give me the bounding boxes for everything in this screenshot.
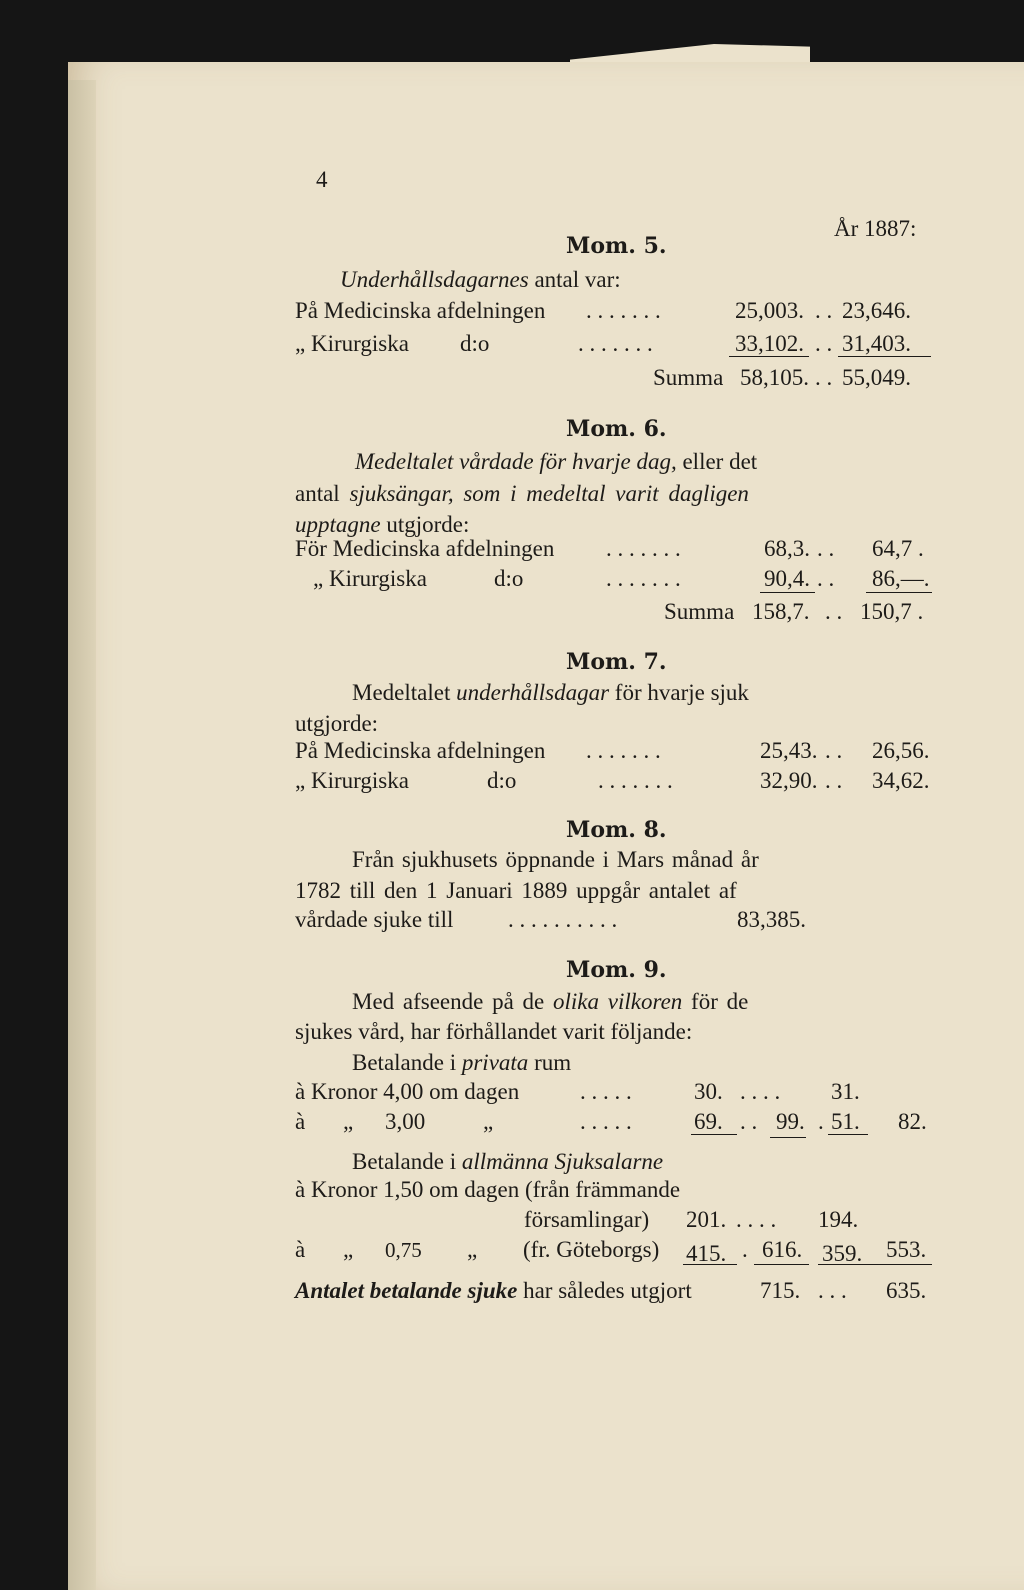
mom5-row2-label: „ Kirurgiska [295, 331, 409, 356]
mom5-intro-rest: antal var: [534, 267, 621, 292]
mom5-sum-label: Summa [653, 365, 724, 390]
mom7-line1-rest: för hvarje sjuk [614, 680, 749, 705]
mom9-a2-a: 415. [686, 1241, 727, 1266]
mom7-row2-dots: . . . . . . . [598, 768, 673, 793]
mom5-row2-dots: . . . . . . . [578, 331, 653, 356]
mom6-line2 [295, 480, 749, 508]
mom7-row2-label: „ Kirurgiska [295, 768, 409, 793]
mom7-line2: utgjorde: [295, 711, 379, 736]
mom9-p-rule2 [828, 1134, 868, 1135]
mom9-final-italic: Antalet betalande sjuke [295, 1278, 518, 1303]
year-heading: År 1887: [834, 216, 917, 241]
mom7-line1-italic: underhållsdagar [456, 680, 610, 705]
mom9-p1-b: 31. [831, 1079, 860, 1104]
mom9-a1-label: församlingar) [524, 1207, 650, 1232]
mom5-row2-value1: 33,102. [735, 331, 804, 356]
mom8-line1: Från sjukhusets öppnande i Mars månad år [352, 847, 759, 872]
mom6-row2-value1: 90,4. [764, 566, 810, 591]
mom9-a2-sep1: . [742, 1237, 748, 1262]
mom9-p2-sep2: . [818, 1109, 824, 1134]
mom9-line4-start: Betalande i [352, 1149, 457, 1174]
mom6-row1-value1: 68,3. [764, 536, 810, 561]
mom9-a1-a: 201. [686, 1207, 727, 1232]
mom5-sum-sep: . . [815, 365, 833, 390]
mom9-p2-ditto2: „ [483, 1109, 494, 1134]
mom5-row1-value1: 25,003. [735, 298, 804, 323]
mom6-line2-start: antal [295, 481, 340, 506]
mom9-heading: Mom. 9. [566, 957, 667, 983]
mom8-line2: 1782 till den 1 Januari 1889 uppgår antalet af [295, 878, 737, 903]
mom5-rule2 [838, 356, 931, 357]
mom9-a2-total1: 616. [762, 1237, 803, 1262]
mom9-a2-b: 359. [822, 1241, 863, 1266]
mom9-line4 [352, 1148, 663, 1176]
mom6-sum-value2: 150,7 . [860, 599, 924, 624]
mom5-heading: Mom. 5. [566, 233, 667, 259]
mom9-p2-sep1: . . [740, 1109, 758, 1134]
page-number: 4 [316, 167, 328, 192]
mom9-p2-total1: 99. [776, 1109, 805, 1134]
mom6-row2-value2: 86,—. [872, 566, 930, 591]
mom6-heading: Mom. 6. [566, 416, 667, 442]
mom9-line1-start: Med afseende på de [352, 989, 545, 1014]
mom9-a-rule2 [754, 1264, 809, 1265]
mom7-row2-value1: 32,90. [760, 768, 818, 793]
mom6-line1-rest: eller det [682, 449, 758, 474]
mom6-row2-dots: . . . . . . . [606, 566, 681, 591]
mom5-intro [340, 266, 621, 294]
mom9-p2-sym: à [295, 1109, 306, 1134]
page-binding-edge [68, 80, 96, 1590]
mom9-line1 [352, 988, 748, 1016]
mom9-p2-ditto1: „ [343, 1109, 354, 1134]
mom9-p2-b: 51. [831, 1109, 860, 1134]
mom9-line3-start: Betalande i [352, 1050, 457, 1075]
mom9-a1-line1: à Kronor 1,50 om dagen (från främmande [295, 1177, 681, 1202]
mom5-row1-label: På Medicinska afdelningen [295, 298, 546, 323]
mom7-line1 [352, 679, 749, 707]
mom9-final-rest: har således utgjort [523, 1278, 692, 1303]
mom8-line3-dots: . . . . . . . . . . [508, 907, 618, 932]
mom9-a2-ditto2: „ [467, 1237, 478, 1262]
mom6-sum-label: Summa [664, 599, 735, 624]
mom6-line1 [355, 448, 757, 476]
mom6-rule2 [866, 592, 932, 593]
mom9-line1-rest: för de [691, 989, 749, 1014]
mom7-row1-dots: . . . . . . . [586, 738, 661, 763]
mom7-row1-value1: 25,43. [760, 738, 818, 763]
mom6-row2-label: „ Kirurgiska [313, 566, 427, 591]
mom9-final-value2: 635. [886, 1278, 927, 1303]
mom9-p2-dots: . . . . . [580, 1109, 632, 1134]
mom5-sum-value2: 55,049. [842, 365, 911, 390]
mom9-final-sep: . . . [818, 1278, 847, 1303]
mom9-p2-total2: 82. [898, 1109, 927, 1134]
mom9-p2-price: 3,00 [385, 1109, 426, 1134]
mom9-a1-sep: . . . . [736, 1207, 777, 1232]
mom6-row2-do: d:o [494, 566, 524, 591]
mom9-a1-b: 194. [818, 1207, 859, 1232]
mom6-line3-rest: utgjorde: [386, 512, 470, 537]
mom8-line3-text: vårdade sjuke till [295, 907, 454, 932]
mom5-row2-sep: . . [815, 331, 833, 356]
mom6-line3-italic: upptagne [295, 512, 381, 537]
mom9-p1-a: 30. [694, 1079, 723, 1104]
mom8-line3-value: 83,385. [737, 907, 806, 932]
mom7-heading: Mom. 7. [566, 649, 667, 675]
mom9-line1-italic: olika vilkoren [553, 989, 683, 1014]
mom9-p1-label: à Kronor 4,00 om dagen [295, 1079, 520, 1104]
mom5-row1-value2: 23,646. [842, 298, 911, 323]
mom9-p1-dots: . . . . . [580, 1079, 632, 1104]
mom9-line3-italic: privata [461, 1050, 529, 1075]
mom9-p2-a: 69. [694, 1109, 723, 1134]
mom9-line3-rest: rum [534, 1050, 572, 1075]
mom9-a2-price: 0,75 [385, 1238, 422, 1262]
mom6-rule1 [760, 592, 815, 593]
mom9-p-rule1 [691, 1134, 737, 1135]
mom9-a2-ditto1: „ [343, 1237, 354, 1262]
mom7-row1-label: På Medicinska afdelningen [295, 738, 546, 763]
mom9-a2-label: (fr. Göteborgs) [523, 1237, 660, 1262]
mom9-p1-sep: . . . . [740, 1079, 781, 1104]
mom9-final-line [295, 1277, 692, 1305]
mom6-sum-value1: 158,7. [752, 599, 810, 624]
mom5-row2-value2: 31,403. [842, 331, 911, 356]
mom5-intro-italic: Underhållsdagarnes [340, 267, 529, 292]
mom7-row2-do: d:o [487, 768, 517, 793]
mom9-final-value1: 715. [760, 1278, 801, 1303]
mom6-sum-sep: . . [825, 599, 843, 624]
mom9-line4-italic: allmänna Sjuksalarne [461, 1149, 664, 1174]
mom5-rule1 [729, 356, 809, 357]
mom6-row1-sep: . . [817, 536, 835, 561]
mom5-row2-do: d:o [460, 331, 490, 356]
mom9-a-rule3 [818, 1264, 932, 1265]
mom7-row1-value2: 26,56. [872, 738, 930, 763]
mom6-row1-value2: 64,7 . [872, 536, 924, 561]
mom9-a2-total2: 553. [886, 1237, 927, 1262]
mom6-line2-italic: sjuksängar, som i medeltal varit dagligen [349, 481, 749, 506]
mom6-row2-sep: . . [817, 566, 835, 591]
mom6-row1-dots: . . . . . . . [606, 536, 681, 561]
mom9-a2-sym: à [295, 1237, 306, 1262]
mom7-row1-sep: . . [825, 738, 843, 763]
mom5-sum-value1: 58,105. [740, 365, 809, 390]
mom8-heading: Mom. 8. [566, 817, 667, 843]
mom5-row1-dots: . . . . . . . [586, 298, 661, 323]
mom6-line1-italic: Medeltalet vårdade för hvarje dag, [355, 449, 677, 474]
mom7-row2-sep: . . [825, 768, 843, 793]
mom7-row2-value2: 34,62. [872, 768, 930, 793]
mom9-line3 [352, 1049, 571, 1077]
mom9-a-rule1 [683, 1264, 737, 1265]
mom9-p-rule3 [770, 1137, 806, 1138]
mom5-row1-sep: . . [815, 298, 833, 323]
mom9-line2: sjukes vård, har förhållandet varit följande: [295, 1019, 693, 1044]
mom7-line1-start: Medeltalet [352, 680, 451, 705]
mom6-row1-label: För Medicinska afdelningen [295, 536, 555, 561]
